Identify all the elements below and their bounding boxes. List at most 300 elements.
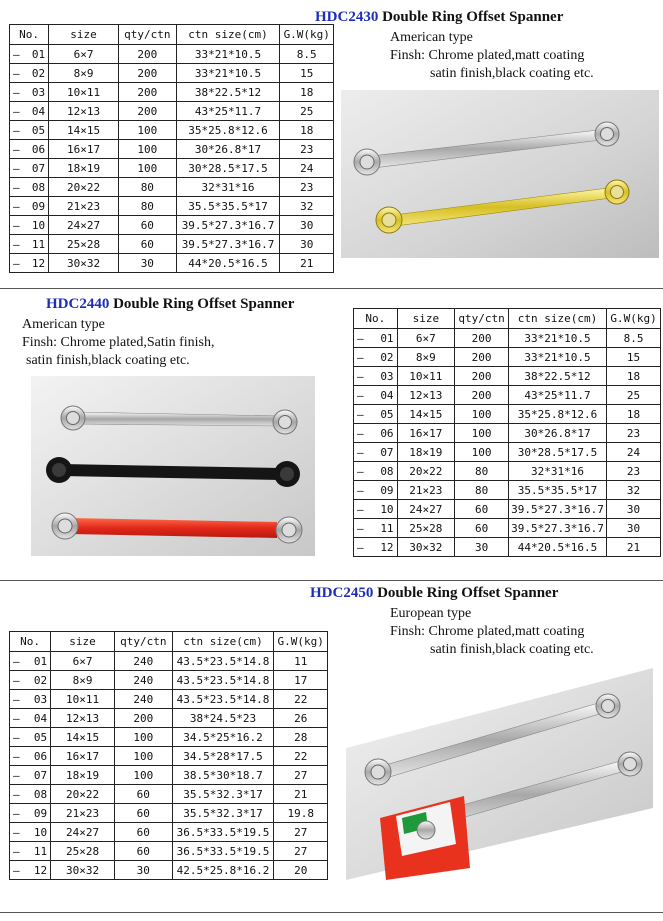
row-dash: — — [13, 692, 20, 706]
table-cell: 33*21*10.5 — [176, 64, 280, 83]
table-cell: 36.5*33.5*19.5 — [172, 823, 274, 842]
table-header-row — [354, 309, 661, 329]
product-photo-hdc2450 — [346, 668, 653, 880]
table-cell: 24×27 — [49, 216, 119, 235]
table-cell: 39.5*27.3*16.7 — [176, 216, 280, 235]
spec-table-hdc2440 — [353, 308, 661, 557]
table-cell: 200 — [455, 386, 509, 405]
table-cell: 25×28 — [49, 235, 119, 254]
table-row — [10, 804, 328, 823]
row-dash: — — [13, 730, 20, 744]
column-header: qty/ctn — [455, 309, 509, 329]
column-header: No. — [10, 632, 51, 652]
row-number — [10, 216, 49, 235]
row-dash: — — [13, 673, 20, 687]
table-cell: 6×7 — [51, 652, 115, 671]
table-cell: 36.5*33.5*19.5 — [172, 842, 274, 861]
row-number-value: 01 — [380, 331, 394, 345]
table-cell: 27 — [274, 766, 328, 785]
row-number-value: 07 — [33, 768, 48, 782]
table-cell: 240 — [114, 690, 172, 709]
table-header-row — [10, 632, 328, 652]
row-number — [10, 861, 51, 880]
row-number-value: 11 — [33, 844, 48, 858]
finish-line-2: satin finish,black coating etc. — [430, 642, 594, 657]
row-number — [354, 348, 398, 367]
table-row — [354, 329, 661, 348]
table-cell: 21×23 — [397, 481, 455, 500]
table-cell: 60 — [114, 823, 172, 842]
table-cell: 34.5*28*17.5 — [172, 747, 274, 766]
page-bottom-rule — [0, 912, 663, 913]
row-dash: — — [13, 66, 20, 80]
table-cell: 30×32 — [49, 254, 119, 273]
table-cell: 60 — [455, 500, 509, 519]
product-title-hdc2450 — [310, 585, 558, 602]
row-dash: — — [357, 331, 364, 345]
table-cell: 43.5*23.5*14.8 — [172, 652, 274, 671]
table-cell: 30 — [280, 235, 334, 254]
row-dash: — — [13, 237, 20, 251]
table-cell: 32 — [607, 481, 661, 500]
table-cell: 24 — [607, 443, 661, 462]
table-cell: 11 — [274, 652, 328, 671]
table-cell: 200 — [114, 709, 172, 728]
table-cell: 200 — [119, 83, 177, 102]
table-cell: 33*21*10.5 — [509, 348, 607, 367]
row-number — [10, 254, 49, 273]
table-cell: 18 — [607, 405, 661, 424]
table-cell: 20×22 — [49, 178, 119, 197]
row-number-value: 08 — [380, 464, 394, 478]
product-name: Double Ring Offset Spanner — [113, 296, 295, 312]
table-row — [10, 766, 328, 785]
table-cell: 30×32 — [51, 861, 115, 880]
table-row — [354, 348, 661, 367]
table-row — [354, 500, 661, 519]
table-row — [354, 367, 661, 386]
spec-table-hdc2430 — [9, 24, 334, 273]
row-number-value: 05 — [31, 123, 46, 137]
table-cell: 30 — [114, 861, 172, 880]
row-number-value: 11 — [380, 521, 394, 535]
row-dash: — — [13, 85, 20, 99]
table-cell: 18 — [280, 121, 334, 140]
row-number-value: 10 — [33, 825, 48, 839]
row-number-value: 02 — [33, 673, 48, 687]
table-cell: 12×13 — [397, 386, 455, 405]
row-dash: — — [357, 369, 364, 383]
table-row — [10, 823, 328, 842]
row-number — [354, 481, 398, 500]
row-dash: — — [13, 825, 20, 839]
table-cell: 32*31*16 — [176, 178, 280, 197]
row-dash: — — [357, 540, 364, 554]
row-number-value: 10 — [31, 218, 46, 232]
table-cell: 60 — [119, 235, 177, 254]
table-cell: 20×22 — [51, 785, 115, 804]
table-cell: 30 — [607, 519, 661, 538]
table-cell: 6×7 — [397, 329, 455, 348]
row-number-value: 04 — [380, 388, 394, 402]
row-number — [10, 671, 51, 690]
table-cell: 33*21*10.5 — [509, 329, 607, 348]
table-cell: 100 — [455, 405, 509, 424]
table-cell: 27 — [274, 842, 328, 861]
row-dash: — — [357, 426, 364, 440]
row-number-value: 01 — [33, 654, 48, 668]
table-cell: 33*21*10.5 — [176, 45, 280, 64]
finish-line-2: satin finish,black coating etc. — [26, 353, 190, 368]
row-number — [10, 197, 49, 216]
product-photo-hdc2430 — [341, 90, 659, 258]
table-cell: 200 — [455, 367, 509, 386]
row-number-value: 06 — [33, 749, 48, 763]
table-row — [10, 842, 328, 861]
row-dash: — — [13, 787, 20, 801]
table-cell: 200 — [455, 348, 509, 367]
table-cell: 23 — [607, 424, 661, 443]
table-cell: 30×32 — [397, 538, 455, 557]
row-dash: — — [357, 502, 364, 516]
table-row — [10, 140, 334, 159]
row-number-value: 03 — [33, 692, 48, 706]
column-header: ctn size(cm) — [172, 632, 274, 652]
table-cell: 16×17 — [51, 747, 115, 766]
table-cell: 23 — [607, 462, 661, 481]
table-cell: 39.5*27.3*16.7 — [176, 235, 280, 254]
section-divider — [0, 288, 663, 289]
table-cell: 34.5*25*16.2 — [172, 728, 274, 747]
table-cell: 8.5 — [607, 329, 661, 348]
row-dash: — — [13, 711, 20, 725]
row-number — [10, 178, 49, 197]
row-number-value: 03 — [31, 85, 46, 99]
table-cell: 200 — [119, 45, 177, 64]
table-cell: 80 — [119, 197, 177, 216]
table-cell: 14×15 — [51, 728, 115, 747]
column-header: qty/ctn — [114, 632, 172, 652]
row-dash: — — [357, 388, 364, 402]
row-dash: — — [357, 407, 364, 421]
row-number-value: 08 — [33, 787, 48, 801]
row-number — [10, 83, 49, 102]
table-cell: 38*24.5*23 — [172, 709, 274, 728]
row-dash: — — [13, 806, 20, 820]
row-number-value: 03 — [380, 369, 394, 383]
table-row — [354, 538, 661, 557]
table-cell: 30*26.8*17 — [176, 140, 280, 159]
table-cell: 35.5*32.3*17 — [172, 785, 274, 804]
row-number — [10, 842, 51, 861]
table-cell: 30*28.5*17.5 — [509, 443, 607, 462]
row-number — [10, 728, 51, 747]
row-number — [354, 386, 398, 405]
table-row — [10, 747, 328, 766]
table-cell: 18 — [607, 367, 661, 386]
table-cell: 21 — [274, 785, 328, 804]
table-cell: 60 — [455, 519, 509, 538]
row-number-value: 01 — [31, 47, 46, 61]
row-dash: — — [13, 142, 20, 156]
table-row — [10, 671, 328, 690]
table-cell: 100 — [119, 121, 177, 140]
table-cell: 27 — [274, 823, 328, 842]
row-number — [354, 405, 398, 424]
table-row — [10, 652, 328, 671]
table-cell: 22 — [274, 690, 328, 709]
product-description-hdc2430 — [390, 29, 594, 83]
row-number-value: 06 — [31, 142, 46, 156]
table-cell: 240 — [114, 652, 172, 671]
table-row — [10, 709, 328, 728]
column-header: ctn size(cm) — [176, 25, 280, 45]
table-cell: 23 — [280, 140, 334, 159]
product-code: HDC2450 — [310, 585, 374, 601]
table-cell: 100 — [114, 747, 172, 766]
table-row — [10, 197, 334, 216]
row-dash: — — [13, 180, 20, 194]
spanner-photo-svg — [341, 90, 659, 258]
table-cell: 38.5*30*18.7 — [172, 766, 274, 785]
table-cell: 8×9 — [51, 671, 115, 690]
row-number-value: 09 — [31, 199, 46, 213]
table-cell: 18 — [280, 83, 334, 102]
table-row — [10, 690, 328, 709]
table-cell: 24×27 — [397, 500, 455, 519]
table-cell: 21 — [280, 254, 334, 273]
table-cell: 60 — [114, 785, 172, 804]
table-cell: 80 — [119, 178, 177, 197]
row-number-value: 12 — [33, 863, 48, 877]
column-header: G.W(kg) — [274, 632, 328, 652]
table-cell: 28 — [274, 728, 328, 747]
table-cell: 30 — [607, 500, 661, 519]
table-cell: 32 — [280, 197, 334, 216]
table-cell: 30 — [119, 254, 177, 273]
table-cell: 200 — [119, 64, 177, 83]
table-cell: 18×19 — [49, 159, 119, 178]
row-number-value: 09 — [33, 806, 48, 820]
row-number-value: 04 — [33, 711, 48, 725]
column-header: No. — [10, 25, 49, 45]
column-header: G.W(kg) — [607, 309, 661, 329]
product-title-hdc2440 — [46, 296, 294, 313]
table-cell: 25×28 — [51, 842, 115, 861]
table-cell: 8×9 — [397, 348, 455, 367]
table-cell: 100 — [119, 140, 177, 159]
row-number — [354, 424, 398, 443]
table-cell: 100 — [114, 766, 172, 785]
row-number — [10, 102, 49, 121]
table-cell: 30 — [455, 538, 509, 557]
spanner-photo-svg — [346, 668, 653, 880]
table-cell: 20 — [274, 861, 328, 880]
column-header: No. — [354, 309, 398, 329]
table-row — [354, 405, 661, 424]
row-number-value: 05 — [380, 407, 394, 421]
table-cell: 100 — [455, 443, 509, 462]
table-row — [10, 121, 334, 140]
table-cell: 32*31*16 — [509, 462, 607, 481]
row-number — [354, 519, 398, 538]
table-cell: 200 — [455, 329, 509, 348]
product-type: European type — [390, 606, 472, 621]
row-dash: — — [357, 483, 364, 497]
table-cell: 10×11 — [49, 83, 119, 102]
finish-label: Finsh: — [390, 48, 426, 63]
table-cell: 24 — [280, 159, 334, 178]
product-name: Double Ring Offset Spanner — [377, 585, 559, 601]
table-row — [10, 64, 334, 83]
column-header: size — [397, 309, 455, 329]
row-number-value: 02 — [380, 350, 394, 364]
table-cell: 24×27 — [51, 823, 115, 842]
row-number — [354, 443, 398, 462]
table-cell: 30*28.5*17.5 — [176, 159, 280, 178]
row-number-value: 12 — [380, 540, 394, 554]
row-dash: — — [13, 218, 20, 232]
row-number — [10, 140, 49, 159]
row-dash: — — [13, 161, 20, 175]
table-cell: 35.5*35.5*17 — [509, 481, 607, 500]
table-cell: 25 — [607, 386, 661, 405]
table-cell: 19.8 — [274, 804, 328, 823]
row-number-value: 10 — [380, 502, 394, 516]
row-number — [10, 785, 51, 804]
row-number-value: 11 — [31, 237, 46, 251]
table-cell: 43*25*11.7 — [509, 386, 607, 405]
row-number — [10, 747, 51, 766]
spanner-photo-svg — [31, 376, 315, 556]
row-number-value: 07 — [380, 445, 394, 459]
product-name: Double Ring Offset Spanner — [382, 9, 564, 25]
row-number — [10, 652, 51, 671]
row-dash: — — [13, 749, 20, 763]
table-cell: 100 — [119, 159, 177, 178]
row-dash: — — [13, 47, 20, 61]
product-description-hdc2450 — [390, 605, 594, 659]
row-number — [10, 709, 51, 728]
table-cell: 43.5*23.5*14.8 — [172, 671, 274, 690]
row-dash: — — [13, 104, 20, 118]
table-cell: 14×15 — [397, 405, 455, 424]
row-number — [10, 121, 49, 140]
section-divider — [0, 580, 663, 581]
table-cell: 21×23 — [51, 804, 115, 823]
table-cell: 15 — [280, 64, 334, 83]
table-cell: 26 — [274, 709, 328, 728]
table-cell: 240 — [114, 671, 172, 690]
row-number — [10, 823, 51, 842]
table-cell: 30*26.8*17 — [509, 424, 607, 443]
table-cell: 16×17 — [397, 424, 455, 443]
finish-label: Finsh: — [390, 624, 426, 639]
table-cell: 44*20.5*16.5 — [176, 254, 280, 273]
table-cell: 30 — [280, 216, 334, 235]
row-dash: — — [13, 654, 20, 668]
product-description-hdc2440 — [22, 316, 215, 370]
table-row — [10, 235, 334, 254]
finish-line-2: satin finish,black coating etc. — [430, 66, 594, 81]
row-number-value: 02 — [31, 66, 46, 80]
row-number-value: 04 — [31, 104, 46, 118]
table-row — [354, 443, 661, 462]
table-cell: 8.5 — [280, 45, 334, 64]
table-cell: 14×15 — [49, 121, 119, 140]
column-header: G.W(kg) — [280, 25, 334, 45]
row-number-value: 08 — [31, 180, 46, 194]
row-number — [10, 766, 51, 785]
row-dash: — — [357, 464, 364, 478]
table-row — [10, 102, 334, 121]
table-cell: 60 — [114, 804, 172, 823]
product-code: HDC2430 — [315, 9, 379, 25]
table-cell: 8×9 — [49, 64, 119, 83]
table-cell: 15 — [607, 348, 661, 367]
table-row — [354, 462, 661, 481]
product-title-hdc2430 — [315, 9, 563, 26]
table-cell: 21 — [607, 538, 661, 557]
table-cell: 10×11 — [397, 367, 455, 386]
table-cell: 22 — [274, 747, 328, 766]
table-cell: 10×11 — [51, 690, 115, 709]
product-code: HDC2440 — [46, 296, 110, 312]
row-dash: — — [357, 350, 364, 364]
row-dash: — — [357, 521, 364, 535]
table-cell: 38*22.5*12 — [176, 83, 280, 102]
table-cell: 80 — [455, 462, 509, 481]
table-row — [10, 785, 328, 804]
row-dash: — — [13, 199, 20, 213]
row-number-value: 09 — [380, 483, 394, 497]
table-row — [10, 45, 334, 64]
finish-line-1: Chrome plated,Satin finish, — [60, 335, 215, 350]
table-cell: 60 — [119, 216, 177, 235]
spec-table-hdc2450 — [9, 631, 328, 880]
row-number — [10, 45, 49, 64]
table-row — [10, 254, 334, 273]
table-cell: 39.5*27.3*16.7 — [509, 500, 607, 519]
table-cell: 43.5*23.5*14.8 — [172, 690, 274, 709]
table-cell: 35*25.8*12.6 — [176, 121, 280, 140]
row-number — [10, 235, 49, 254]
table-cell: 43*25*11.7 — [176, 102, 280, 121]
table-row — [10, 83, 334, 102]
table-cell: 35.5*32.3*17 — [172, 804, 274, 823]
table-cell: 18×19 — [51, 766, 115, 785]
table-row — [354, 481, 661, 500]
product-type: American type — [22, 317, 105, 332]
table-row — [354, 386, 661, 405]
row-number — [354, 538, 398, 557]
table-cell: 20×22 — [397, 462, 455, 481]
table-cell: 100 — [455, 424, 509, 443]
table-row — [354, 424, 661, 443]
table-cell: 42.5*25.8*16.2 — [172, 861, 274, 880]
table-cell: 17 — [274, 671, 328, 690]
row-number-value: 07 — [31, 161, 46, 175]
row-number — [354, 462, 398, 481]
table-row — [10, 216, 334, 235]
row-dash: — — [13, 768, 20, 782]
table-cell: 35*25.8*12.6 — [509, 405, 607, 424]
table-cell: 35.5*35.5*17 — [176, 197, 280, 216]
row-number — [354, 367, 398, 386]
finish-line-1: Chrome plated,matt coating — [428, 48, 585, 63]
finish-label: Finsh: — [22, 335, 58, 350]
row-dash: — — [13, 123, 20, 137]
